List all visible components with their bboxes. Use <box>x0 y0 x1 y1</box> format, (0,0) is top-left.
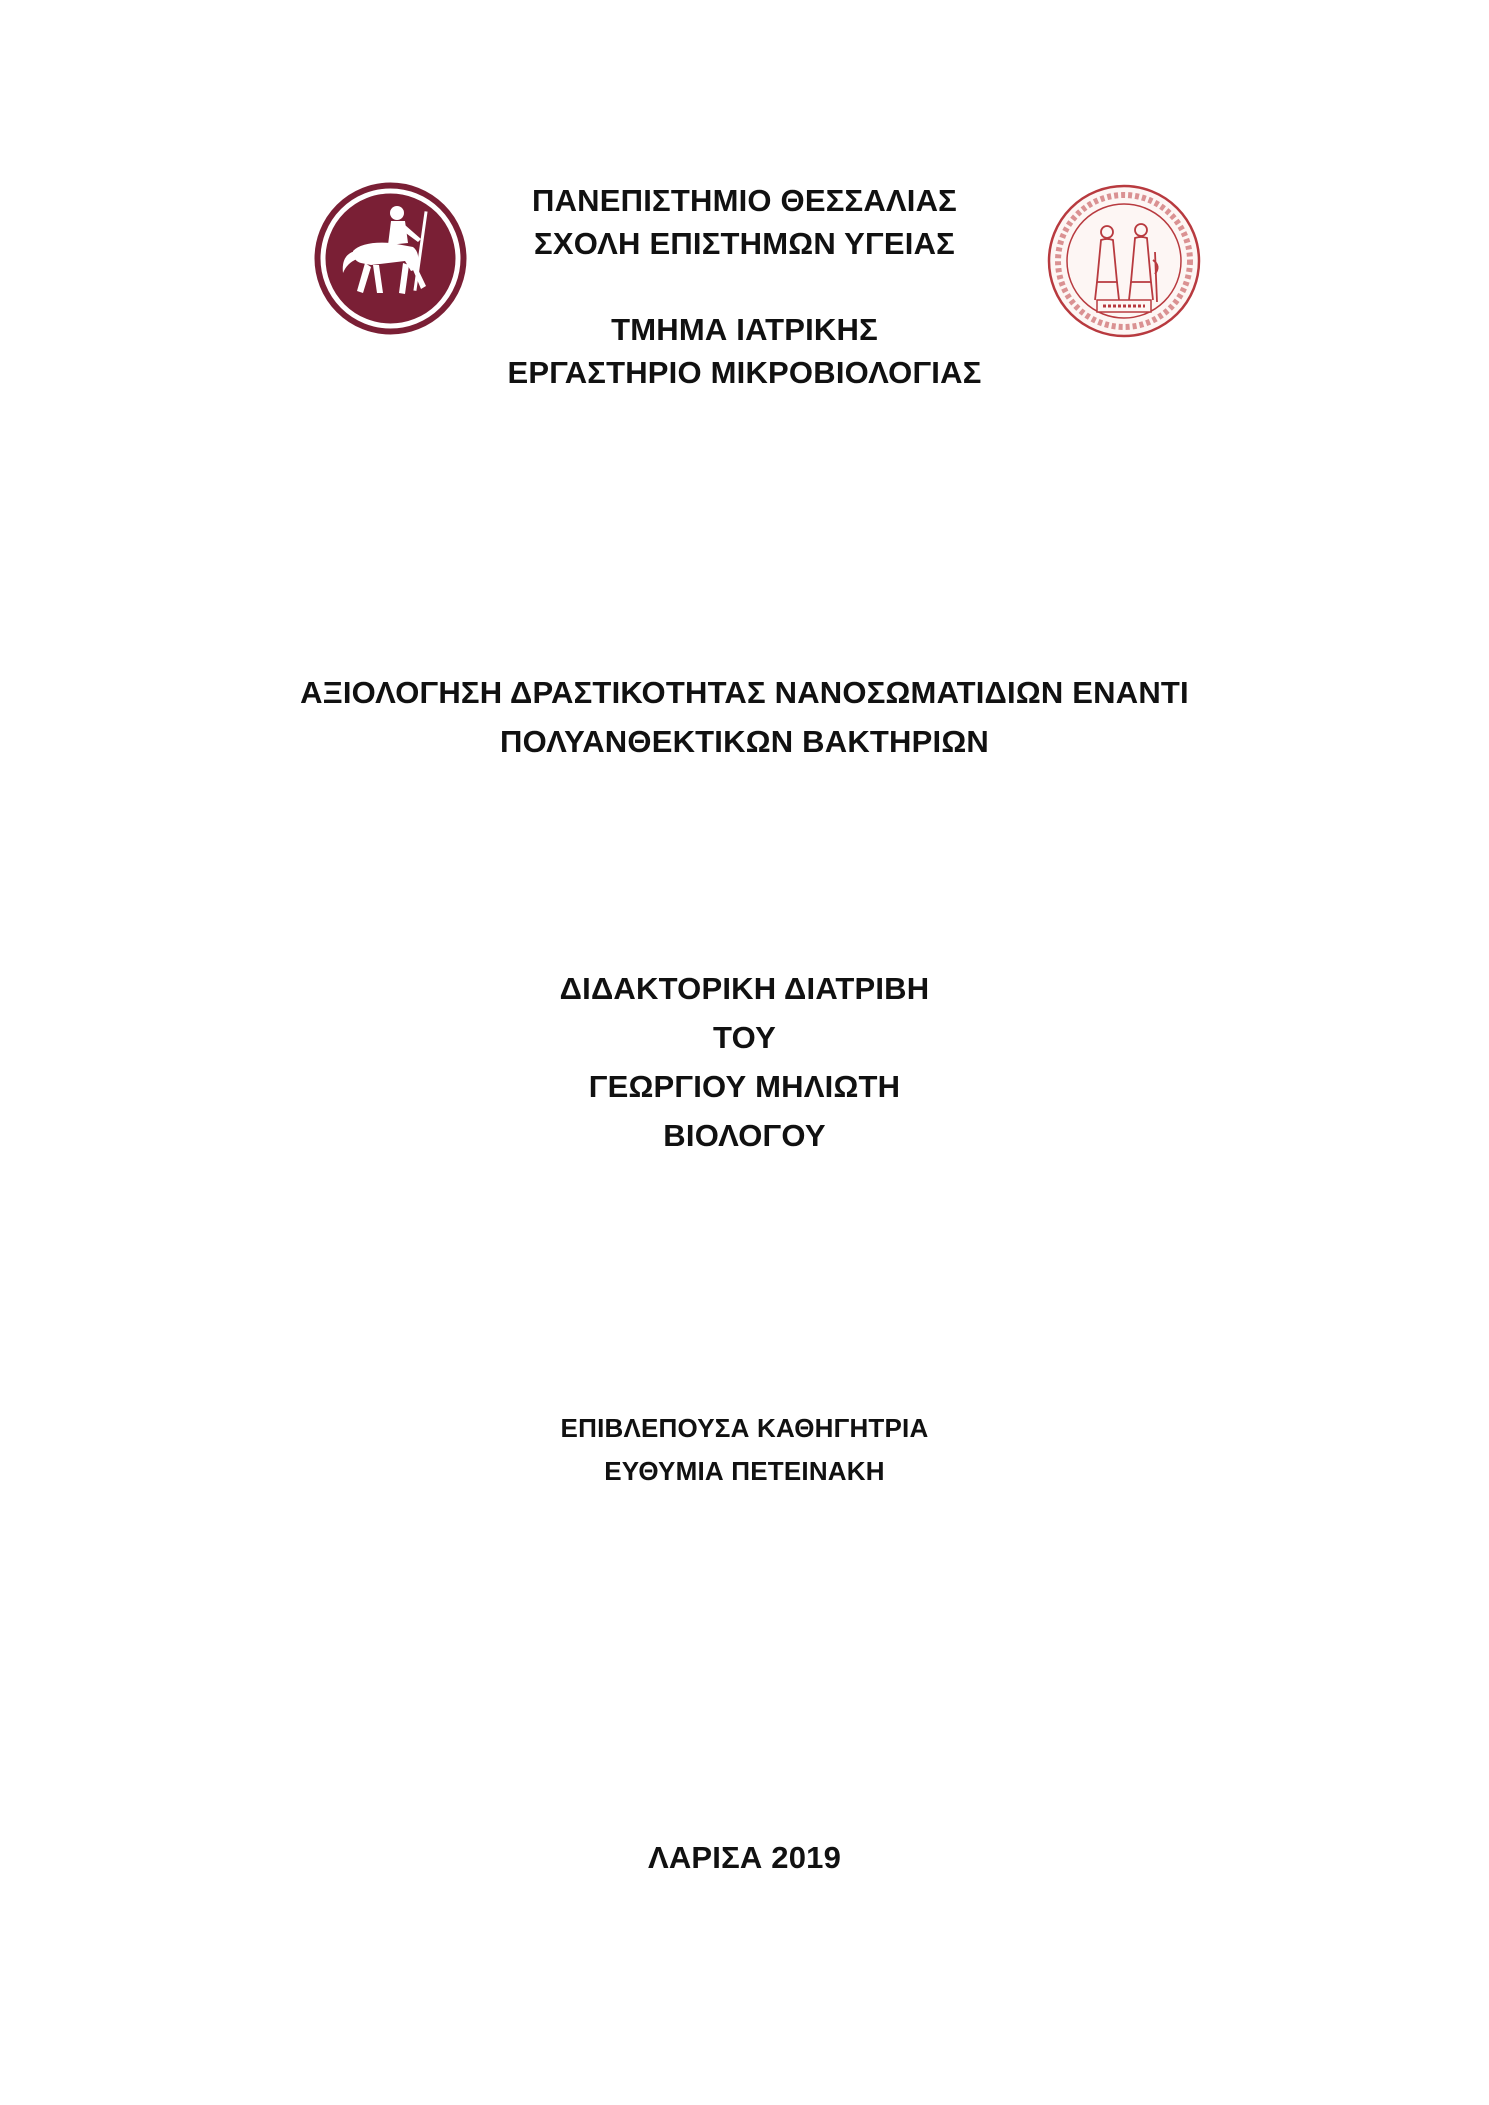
supervisor-role: ΕΠΙΒΛΕΠΟΥΣΑ ΚΑΘΗΓΗΤΡΙΑ <box>560 1413 929 1443</box>
thesis-author-profession: ΒΙΟΛΟΓΟΥ <box>663 1118 826 1153</box>
thesis-title-line-2: ΠΟΛΥΑΝΘΕΚΤΙΚΩΝ ΒΑΚΤΗΡΙΩΝ <box>500 724 989 759</box>
thesis-title-line-1: ΑΞΙΟΛΟΓΗΣΗ ΔΡΑΣΤΙΚΟΤΗΤΑΣ ΝΑΝΟΣΩΜΑΤΙΔΙΩΝ ΕΝΑΝΤΙ <box>300 675 1189 710</box>
department-name: ΤΜΗΜΑ ΙΑΤΡΙΚΗΣ <box>611 312 878 347</box>
school-name: ΣΧΟΛΗ ΕΠΙΣΤΗΜΩΝ ΥΓΕΙΑΣ <box>534 226 955 261</box>
place-year: ΛΑΡΙΣΑ 2019 <box>647 1840 842 1875</box>
thesis-type: ΔΙΔΑΚΤΟΡΙΚΗ ΔΙΑΤΡΙΒΗ <box>559 971 930 1006</box>
laboratory-name: ΕΡΓΑΣΤΗΡΙΟ ΜΙΚΡΟΒΙΟΛΟΓΙΑΣ <box>507 355 982 390</box>
university-name: ΠΑΝΕΠΙΣΤΗΜΙΟ ΘΕΣΣΑΛΙΑΣ <box>532 183 957 218</box>
thesis-of: ΤΟΥ <box>713 1020 776 1055</box>
thesis-author: ΓΕΩΡΓΙΟΥ ΜΗΛΙΩΤΗ <box>588 1069 901 1104</box>
supervisor-name: ΕΥΘΥΜΙΑ ΠΕΤΕΙΝΑΚΗ <box>604 1456 885 1486</box>
